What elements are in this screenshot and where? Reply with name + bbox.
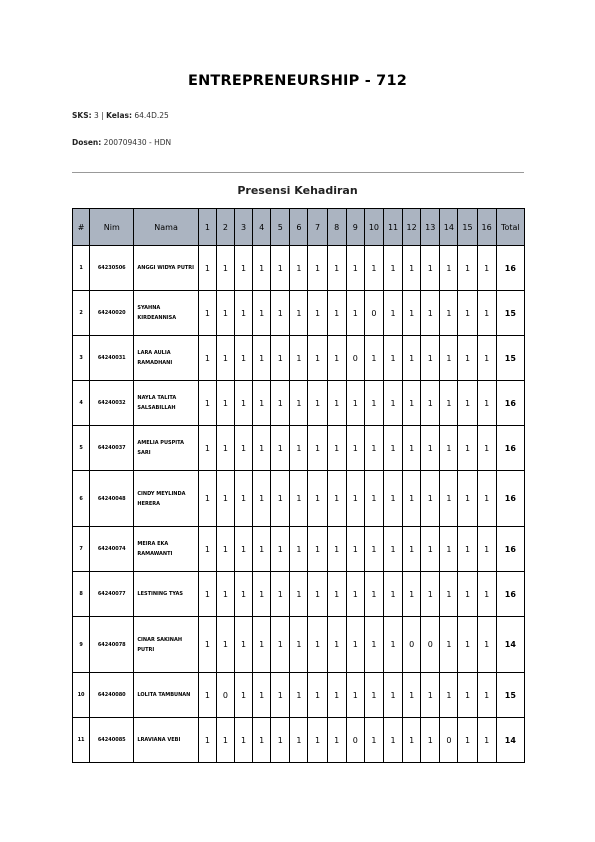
attendance-cell: 1 <box>403 336 421 381</box>
attendance-cell: 1 <box>440 426 458 471</box>
attendance-cell: 1 <box>403 718 421 763</box>
attendance-cell: 1 <box>421 426 440 471</box>
attendance-cell: 1 <box>327 718 346 763</box>
attendance-cell: 1 <box>235 426 253 471</box>
column-header: 8 <box>327 209 346 246</box>
attendance-cell: 1 <box>477 718 496 763</box>
attendance-cell: 1 <box>403 426 421 471</box>
attendance-cell: 1 <box>477 673 496 718</box>
dosen-value: 200709430 - HDN <box>103 138 172 147</box>
attendance-cell: 1 <box>364 246 383 291</box>
attendance-total: 15 <box>496 291 524 336</box>
attendance-cell: 1 <box>403 527 421 572</box>
attendance-cell: 1 <box>308 246 327 291</box>
attendance-cell: 1 <box>198 527 216 572</box>
course-info <box>72 111 169 120</box>
attendance-cell: 0 <box>440 718 458 763</box>
attendance-cell: 1 <box>253 471 271 527</box>
attendance-cell: 1 <box>364 673 383 718</box>
attendance-cell: 1 <box>327 246 346 291</box>
attendance-cell: 1 <box>383 718 402 763</box>
row-number: 8 <box>73 572 90 617</box>
attendance-cell: 1 <box>308 291 327 336</box>
student-nim: 64240031 <box>90 336 134 381</box>
attendance-cell: 1 <box>216 426 234 471</box>
row-number: 1 <box>73 246 90 291</box>
attendance-cell: 1 <box>440 336 458 381</box>
attendance-cell: 1 <box>235 246 253 291</box>
column-header: Total <box>496 209 524 246</box>
column-header: 15 <box>458 209 477 246</box>
attendance-cell: 1 <box>477 291 496 336</box>
attendance-cell: 1 <box>253 336 271 381</box>
attendance-cell: 1 <box>346 673 364 718</box>
attendance-cell: 1 <box>271 246 290 291</box>
attendance-cell: 1 <box>346 246 364 291</box>
student-name: CINAR SAKINAH PUTRI <box>134 617 198 673</box>
attendance-cell: 1 <box>403 381 421 426</box>
attendance-cell: 1 <box>308 336 327 381</box>
table-row <box>73 617 525 673</box>
attendance-cell: 1 <box>327 336 346 381</box>
attendance-cell: 1 <box>477 617 496 673</box>
attendance-cell: 1 <box>458 291 477 336</box>
attendance-cell: 1 <box>271 527 290 572</box>
attendance-cell: 1 <box>403 471 421 527</box>
attendance-cell: 1 <box>235 471 253 527</box>
attendance-cell: 1 <box>346 291 364 336</box>
attendance-cell: 1 <box>253 426 271 471</box>
attendance-cell: 1 <box>327 527 346 572</box>
attendance-cell: 1 <box>271 291 290 336</box>
student-nim: 64240077 <box>90 572 134 617</box>
attendance-cell: 1 <box>308 673 327 718</box>
divider <box>72 172 524 173</box>
section-title: Presensi Kehadiran <box>237 184 358 197</box>
row-number: 5 <box>73 426 90 471</box>
table-row <box>73 381 525 426</box>
attendance-cell: 1 <box>458 572 477 617</box>
attendance-cell: 1 <box>290 471 308 527</box>
attendance-total: 15 <box>496 336 524 381</box>
attendance-cell: 1 <box>458 246 477 291</box>
column-header: 11 <box>383 209 402 246</box>
attendance-cell: 1 <box>290 381 308 426</box>
attendance-cell: 1 <box>308 381 327 426</box>
attendance-cell: 1 <box>253 673 271 718</box>
attendance-cell: 0 <box>421 617 440 673</box>
attendance-cell: 1 <box>235 572 253 617</box>
attendance-cell: 1 <box>383 291 402 336</box>
attendance-cell: 1 <box>308 426 327 471</box>
meta-separator: | <box>101 111 104 120</box>
attendance-cell: 1 <box>235 291 253 336</box>
row-number: 6 <box>73 471 90 527</box>
student-nim: 64240074 <box>90 527 134 572</box>
attendance-cell: 1 <box>383 572 402 617</box>
attendance-cell: 1 <box>458 336 477 381</box>
student-nim: 64240080 <box>90 673 134 718</box>
attendance-cell: 1 <box>198 572 216 617</box>
sks-label: SKS: <box>72 111 92 120</box>
attendance-cell: 1 <box>253 291 271 336</box>
attendance-cell: 1 <box>290 426 308 471</box>
attendance-cell: 1 <box>235 336 253 381</box>
attendance-cell: 1 <box>477 381 496 426</box>
attendance-cell: 1 <box>421 471 440 527</box>
attendance-total: 15 <box>496 673 524 718</box>
table-row <box>73 246 525 291</box>
sks-value: 3 <box>94 111 99 120</box>
attendance-cell: 1 <box>198 673 216 718</box>
column-header: Nama <box>134 209 198 246</box>
student-name: LRAVIANA VEBI <box>134 718 198 763</box>
attendance-cell: 1 <box>290 617 308 673</box>
attendance-cell: 1 <box>216 527 234 572</box>
attendance-cell: 1 <box>216 617 234 673</box>
attendance-cell: 1 <box>383 336 402 381</box>
attendance-cell: 1 <box>421 572 440 617</box>
attendance-cell: 1 <box>421 673 440 718</box>
attendance-cell: 1 <box>308 617 327 673</box>
attendance-cell: 1 <box>253 246 271 291</box>
attendance-cell: 1 <box>308 572 327 617</box>
attendance-cell: 1 <box>364 471 383 527</box>
attendance-cell: 1 <box>271 471 290 527</box>
column-header: 3 <box>235 209 253 246</box>
attendance-cell: 1 <box>458 527 477 572</box>
attendance-cell: 1 <box>290 527 308 572</box>
table-header-row <box>73 209 525 246</box>
row-number: 2 <box>73 291 90 336</box>
attendance-cell: 1 <box>364 336 383 381</box>
student-nim: 64240078 <box>90 617 134 673</box>
attendance-cell: 1 <box>421 527 440 572</box>
student-name: AMELIA PUSPITA SARI <box>134 426 198 471</box>
attendance-cell: 1 <box>346 381 364 426</box>
column-header: 10 <box>364 209 383 246</box>
attendance-cell: 1 <box>421 381 440 426</box>
attendance-cell: 1 <box>198 246 216 291</box>
attendance-cell: 1 <box>271 572 290 617</box>
student-nim: 64240020 <box>90 291 134 336</box>
attendance-cell: 1 <box>235 527 253 572</box>
table-row <box>73 336 525 381</box>
attendance-cell: 1 <box>403 246 421 291</box>
attendance-cell: 1 <box>477 471 496 527</box>
attendance-cell: 1 <box>198 718 216 763</box>
column-header: 14 <box>440 209 458 246</box>
attendance-cell: 1 <box>327 471 346 527</box>
student-nim: 64240048 <box>90 471 134 527</box>
student-name: LESTINING TYAS <box>134 572 198 617</box>
attendance-cell: 1 <box>290 718 308 763</box>
student-name: LOLITA TAMBUNAN <box>134 673 198 718</box>
attendance-table <box>72 208 525 763</box>
column-header: Nim <box>90 209 134 246</box>
attendance-cell: 1 <box>271 617 290 673</box>
attendance-cell: 0 <box>346 336 364 381</box>
attendance-cell: 0 <box>364 291 383 336</box>
student-nim: 64230506 <box>90 246 134 291</box>
attendance-cell: 1 <box>440 471 458 527</box>
attendance-cell: 1 <box>308 527 327 572</box>
column-header: 6 <box>290 209 308 246</box>
attendance-cell: 1 <box>477 426 496 471</box>
attendance-cell: 1 <box>458 381 477 426</box>
attendance-cell: 1 <box>383 617 402 673</box>
table-row <box>73 291 525 336</box>
row-number: 4 <box>73 381 90 426</box>
attendance-cell: 1 <box>458 426 477 471</box>
column-header: 2 <box>216 209 234 246</box>
attendance-cell: 1 <box>477 336 496 381</box>
attendance-cell: 1 <box>327 617 346 673</box>
attendance-total: 16 <box>496 246 524 291</box>
attendance-cell: 1 <box>327 426 346 471</box>
attendance-total: 16 <box>496 426 524 471</box>
attendance-cell: 1 <box>440 527 458 572</box>
attendance-cell: 1 <box>440 673 458 718</box>
attendance-cell: 1 <box>216 718 234 763</box>
attendance-cell: 1 <box>364 617 383 673</box>
attendance-cell: 1 <box>327 291 346 336</box>
attendance-cell: 1 <box>327 673 346 718</box>
course-title: ENTREPRENEURSHIP - 712 <box>187 73 408 89</box>
table-row <box>73 527 525 572</box>
attendance-cell: 1 <box>440 246 458 291</box>
attendance-cell: 1 <box>290 246 308 291</box>
attendance-cell: 1 <box>458 617 477 673</box>
attendance-cell: 1 <box>198 471 216 527</box>
student-name: LARA AULIA RAMADHANI <box>134 336 198 381</box>
attendance-cell: 1 <box>364 572 383 617</box>
attendance-cell: 1 <box>421 291 440 336</box>
table-row <box>73 673 525 718</box>
attendance-cell: 1 <box>477 246 496 291</box>
attendance-cell: 1 <box>253 718 271 763</box>
row-number: 11 <box>73 718 90 763</box>
attendance-cell: 1 <box>383 471 402 527</box>
column-header: 12 <box>403 209 421 246</box>
attendance-cell: 1 <box>198 381 216 426</box>
column-header: 16 <box>477 209 496 246</box>
kelas-label: Kelas: <box>106 111 132 120</box>
attendance-cell: 1 <box>216 381 234 426</box>
kelas-value: 64.4D.25 <box>134 111 169 120</box>
attendance-cell: 1 <box>271 673 290 718</box>
attendance-cell: 1 <box>477 572 496 617</box>
attendance-cell: 1 <box>308 718 327 763</box>
attendance-cell: 1 <box>290 291 308 336</box>
column-header: 4 <box>253 209 271 246</box>
attendance-cell: 1 <box>458 718 477 763</box>
attendance-cell: 1 <box>458 673 477 718</box>
row-number: 3 <box>73 336 90 381</box>
attendance-cell: 1 <box>271 336 290 381</box>
student-name: MEIRA EKA RAMAWANTI <box>134 527 198 572</box>
attendance-cell: 1 <box>364 381 383 426</box>
dosen-label: Dosen: <box>72 138 102 147</box>
attendance-cell: 1 <box>403 291 421 336</box>
attendance-cell: 1 <box>346 572 364 617</box>
column-header: # <box>73 209 90 246</box>
row-number: 10 <box>73 673 90 718</box>
attendance-cell: 1 <box>198 291 216 336</box>
attendance-cell: 1 <box>216 246 234 291</box>
attendance-cell: 1 <box>271 426 290 471</box>
table-row <box>73 572 525 617</box>
attendance-cell: 1 <box>477 527 496 572</box>
attendance-cell: 1 <box>253 572 271 617</box>
attendance-cell: 1 <box>216 572 234 617</box>
attendance-cell: 1 <box>198 336 216 381</box>
attendance-cell: 1 <box>346 471 364 527</box>
attendance-cell: 1 <box>421 718 440 763</box>
attendance-total: 16 <box>496 471 524 527</box>
attendance-cell: 1 <box>198 617 216 673</box>
row-number: 7 <box>73 527 90 572</box>
column-header: 1 <box>198 209 216 246</box>
attendance-cell: 1 <box>383 527 402 572</box>
attendance-cell: 1 <box>308 471 327 527</box>
attendance-cell: 1 <box>403 673 421 718</box>
student-name: ANGGI WIDYA PUTRI <box>134 246 198 291</box>
attendance-cell: 1 <box>253 527 271 572</box>
column-header: 5 <box>271 209 290 246</box>
student-nim: 64240085 <box>90 718 134 763</box>
attendance-cell: 1 <box>346 426 364 471</box>
attendance-cell: 1 <box>253 381 271 426</box>
attendance-cell: 1 <box>235 617 253 673</box>
attendance-cell: 1 <box>235 718 253 763</box>
attendance-total: 16 <box>496 381 524 426</box>
table-row <box>73 471 525 527</box>
attendance-cell: 1 <box>383 381 402 426</box>
lecturer-info <box>72 138 171 147</box>
attendance-total: 16 <box>496 572 524 617</box>
attendance-cell: 1 <box>346 617 364 673</box>
attendance-cell: 1 <box>290 673 308 718</box>
attendance-cell: 1 <box>383 246 402 291</box>
attendance-cell: 1 <box>216 336 234 381</box>
attendance-cell: 1 <box>440 381 458 426</box>
attendance-cell: 1 <box>216 291 234 336</box>
attendance-total: 16 <box>496 527 524 572</box>
column-header: 9 <box>346 209 364 246</box>
attendance-cell: 1 <box>290 572 308 617</box>
attendance-cell: 1 <box>216 471 234 527</box>
attendance-cell: 1 <box>271 381 290 426</box>
attendance-cell: 1 <box>235 381 253 426</box>
student-name: SYAHNA KIRDEANNISA <box>134 291 198 336</box>
attendance-total: 14 <box>496 718 524 763</box>
attendance-cell: 1 <box>235 673 253 718</box>
attendance-cell: 0 <box>216 673 234 718</box>
attendance-cell: 1 <box>364 426 383 471</box>
attendance-cell: 1 <box>327 381 346 426</box>
attendance-cell: 1 <box>290 336 308 381</box>
attendance-cell: 1 <box>458 471 477 527</box>
student-nim: 64240037 <box>90 426 134 471</box>
student-name: NAYLA TALITA SALSABILLAH <box>134 381 198 426</box>
table-row <box>73 426 525 471</box>
attendance-cell: 1 <box>383 673 402 718</box>
attendance-cell: 1 <box>421 246 440 291</box>
row-number: 9 <box>73 617 90 673</box>
attendance-cell: 1 <box>346 527 364 572</box>
student-name: CINDY MEYLINDA HERERA <box>134 471 198 527</box>
attendance-cell: 1 <box>440 617 458 673</box>
attendance-total: 14 <box>496 617 524 673</box>
attendance-cell: 1 <box>364 527 383 572</box>
student-nim: 64240032 <box>90 381 134 426</box>
attendance-cell: 0 <box>346 718 364 763</box>
table-row <box>73 718 525 763</box>
attendance-cell: 1 <box>421 336 440 381</box>
column-header: 7 <box>308 209 327 246</box>
attendance-cell: 1 <box>403 572 421 617</box>
attendance-cell: 1 <box>440 291 458 336</box>
column-header: 13 <box>421 209 440 246</box>
attendance-cell: 1 <box>271 718 290 763</box>
attendance-cell: 1 <box>364 718 383 763</box>
attendance-cell: 1 <box>383 426 402 471</box>
attendance-cell: 1 <box>253 617 271 673</box>
attendance-cell: 1 <box>327 572 346 617</box>
attendance-cell: 1 <box>440 572 458 617</box>
attendance-cell: 1 <box>198 426 216 471</box>
attendance-cell: 0 <box>403 617 421 673</box>
